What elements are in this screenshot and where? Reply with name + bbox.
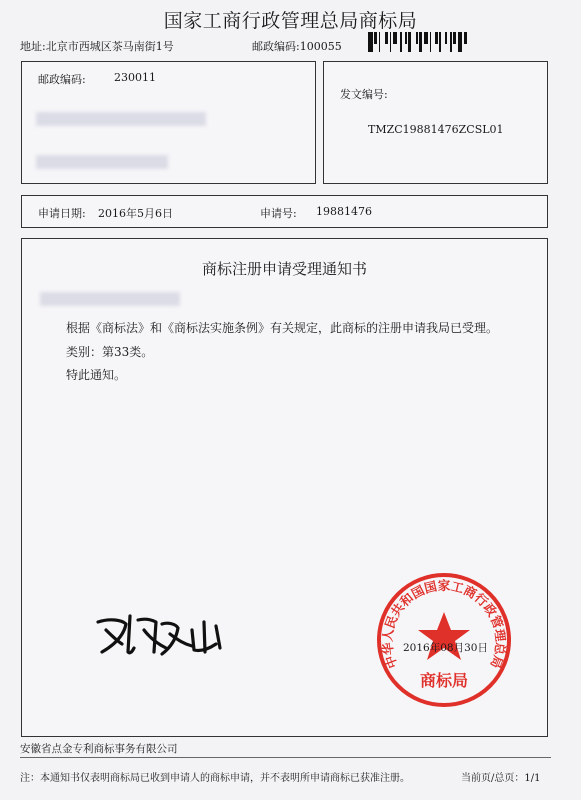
- redacted-address: [36, 112, 206, 126]
- application-date-label: 申请日期:: [38, 207, 86, 220]
- application-number-label: 申请号:: [260, 207, 297, 220]
- notice-category: 类别：第33类。: [66, 345, 154, 359]
- application-date-value: 2016年5月6日: [98, 207, 173, 220]
- seal-center-text: 商标局: [419, 671, 469, 690]
- dispatch-box: [323, 61, 548, 184]
- office-address: 地址:北京市西城区茶马南街1号: [20, 40, 174, 53]
- notice-closing: 特此通知。: [66, 368, 127, 382]
- application-info-box: [21, 195, 548, 228]
- recipient-postcode-value: 230011: [114, 71, 156, 84]
- seal-date: 2016年08月30日: [403, 642, 488, 654]
- office-postcode: 邮政编码:100055: [252, 40, 342, 53]
- footer-divider: [20, 757, 551, 758]
- notice-line-1: 根据《商标法》和《商标法实施条例》有关规定，此商标的注册申请我局已受理。: [66, 321, 499, 335]
- redacted-recipient-name: [36, 155, 168, 169]
- dispatch-number: TMZC19881476ZCSL01: [368, 123, 504, 136]
- page-indicator: 当前页/总页：1/1: [461, 773, 541, 784]
- application-number-value: 19881476: [316, 205, 372, 218]
- agency-name: 安徽省点金专利商标事务有限公司: [20, 743, 178, 755]
- handwritten-signature: [92, 608, 232, 664]
- footer-note: 注：本通知书仅表明商标局已收到申请人的商标申请，并不表明所申请商标已获准注册。: [20, 773, 410, 784]
- recipient-box: [21, 61, 316, 184]
- barcode-bar: [467, 32, 469, 52]
- barcode: [368, 32, 534, 52]
- seal-arc-text: 中华人民共和国国家工商行政管理总局: [379, 578, 509, 671]
- redacted-applicant: [40, 292, 180, 306]
- recipient-postcode-label: 邮政编码:: [38, 73, 86, 86]
- dispatch-label: 发文编号:: [340, 88, 388, 101]
- notice-heading: 商标注册申请受理通知书: [201, 260, 367, 278]
- document-title: 国家工商行政管理总局商标局: [163, 10, 418, 32]
